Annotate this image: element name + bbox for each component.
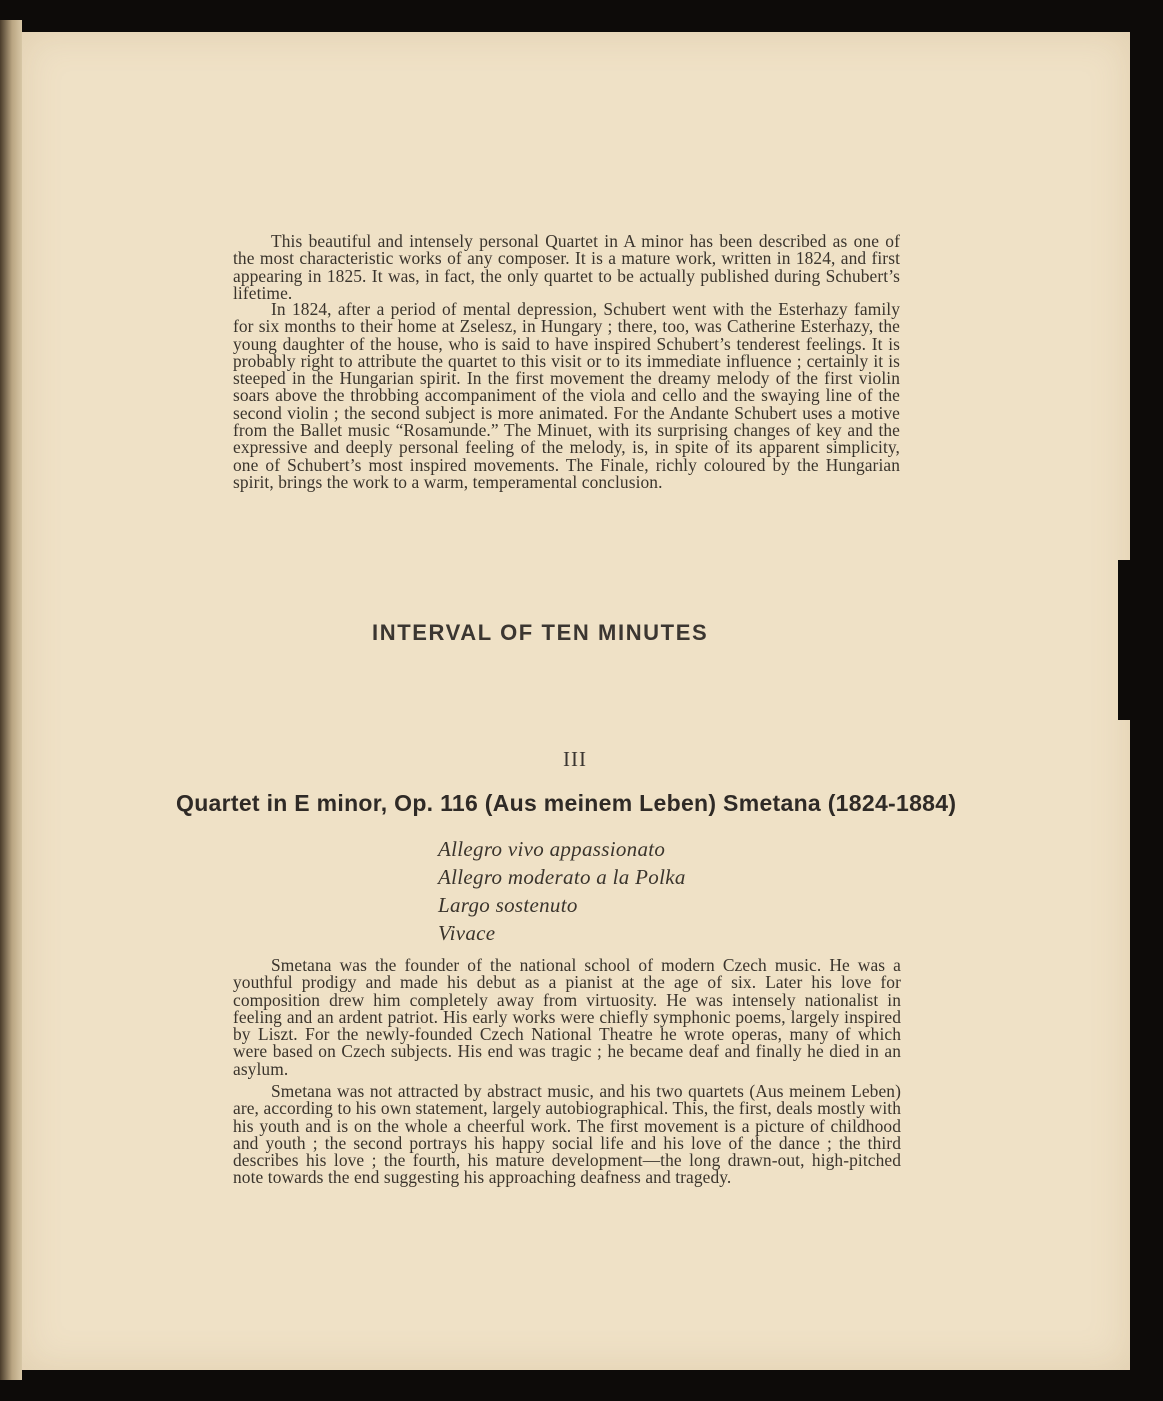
movement-list (438, 835, 686, 947)
movement-item: Allegro moderato a la Polka (438, 865, 686, 889)
smetana-quartet-paragraph: Smetana was not attracted by abstract music, and his two quartets (Aus meinem Leben) are, according to his own statement, largely autobiographical. This, the first, deals mostly with his youth and is on the whole a cheerful work. The first movement is a picture of childhood and youth ; the second portrays his happy social life and his love of the dance ; the third describes his love ; the fourth, his mature development—the long drawn-out, high-pitched note towards the end suggesting his approaching deafness and tragedy. (233, 1081, 901, 1188)
work-title: Quartet in E minor, Op. 116 (Aus meinem Leben) Smetana (1824-1884) (176, 790, 957, 816)
smetana-bio-paragraph: Smetana was the founder of the national school of modern Czech music. He was a youthful prodigy and made his debut as a pianist at the age of six. Later his love for composition drew him completely away from virtuosity. He was intensely nationalist in feeling and an ardent patriot. His early works were chiefly symphonic poems, largely inspired by Liszt. For the newly-founded Czech National Theatre he wrote operas, many of which were based on Czech subjects. His end was tragic ; he became deaf and finally he died in an asylum. (233, 955, 901, 1079)
torn-edge (1118, 560, 1163, 720)
section-number: III (563, 747, 587, 771)
movement-item: Allegro vivo appassionato (438, 837, 666, 861)
movement-item: Largo sostenuto (438, 893, 578, 917)
movement-item: Vivace (438, 921, 496, 945)
page-binding-edge (0, 20, 22, 1380)
interval-heading: INTERVAL OF TEN MINUTES (372, 620, 709, 645)
schubert-intro-paragraph: This beautiful and intensely personal Quartet in A minor has been described as one of the most characteristic works of any composer. It is a mature work, written in 1824, and first appearing in 1825. It was, in fact, the only quartet to be actually published during Schubert’s lifetime. (233, 231, 900, 303)
schubert-history-paragraph: In 1824, after a period of mental depression, Schubert went with the Esterhazy family for six months to their home at Zselesz, in Hungary ; there, too, was Catherine Esterhazy, the young daughter of the house, who is said to have inspired Schubert’s tenderest feelings. It is probably right to attribute the quartet to this visit or to its immediate influence ; certainly it is steeped in the Hungarian spirit. In the first movement the dreamy melody of the first violin soars above the throbbing accompaniment of the viola and cello and the swaying line of the second violin ; the second subject is more animated. For the Andante Schubert uses a motive from the Ballet music “Rosamunde.” The Minuet, with its surprising changes of key and the expressive and deeply personal feeling of the melody, is, in spite of its apparent simplicity, one of Schubert’s most inspired movements. The Finale, richly coloured by the Hungarian spirit, brings the work to a warm, temperamental conclusion. (233, 299, 900, 492)
